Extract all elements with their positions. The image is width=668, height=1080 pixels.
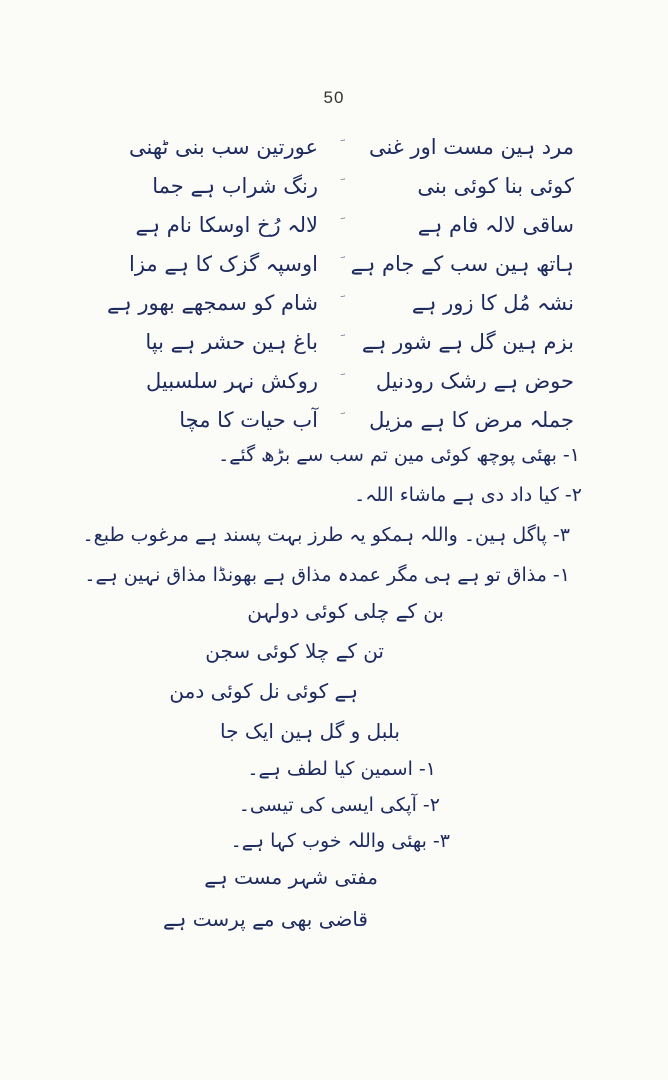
couplet-second-hemistich: اوسپہ گزک کا ہے مزا xyxy=(129,252,318,276)
numbered-line: ۲- کیا داد دی ہے ماشاء اللہ۔ xyxy=(354,484,582,506)
couplet-row xyxy=(86,401,574,440)
couplet-second-hemistich: شام کو سمجھے بھور ہے xyxy=(107,291,318,315)
couplet-row xyxy=(86,362,574,401)
couplet-first-hemistich: جملہ مرض کا ہے مزیل xyxy=(369,408,574,432)
couplet-first-hemistich: ساقی لالہ فام ہے xyxy=(417,213,574,237)
couplet-first-hemistich: مرد ہین مست اور غنی xyxy=(368,135,574,159)
numbered-line: ۳- بھئی واللہ خوب کہا ہے۔ xyxy=(230,830,450,852)
couplet-row xyxy=(86,206,574,245)
couplet-first-hemistich: کوئی بنا کوئی بنی xyxy=(417,174,574,198)
couplet-separator xyxy=(330,128,350,167)
numbered-line: ۱- اسمین کیا لطف ہے۔ xyxy=(247,758,436,780)
couplet-row xyxy=(86,323,574,362)
couplet-separator xyxy=(330,167,350,206)
numbered-line: ۲- آپکی ایسی کی تیسی۔ xyxy=(238,794,440,816)
verse-line: بن کے چلی کوئی دولہن xyxy=(247,599,444,623)
couplet-second-hemistich: آب حیات کا مچا xyxy=(179,408,318,432)
couplet-second-hemistich: عورتین سب بنی ٹھنی xyxy=(129,135,318,159)
couplet-separator xyxy=(330,401,350,440)
page-number: 50 xyxy=(323,88,345,107)
verse-line: مفتی شہر مست ہے xyxy=(204,865,378,889)
couplet-second-hemistich: روکش نہر سلسبیل xyxy=(146,369,318,393)
couplet-separator xyxy=(330,284,350,323)
verse-line: تن کے چلا کوئی سجن xyxy=(205,639,384,663)
couplet-first-hemistich: بزم ہین گل ہے شور ہے xyxy=(361,330,574,354)
couplet-row xyxy=(86,128,574,167)
verse-line: ہے کوئی نل کوئی دمن xyxy=(169,679,358,703)
verse-line: بلبل و گل ہین ایک جا xyxy=(220,719,400,743)
couplet-row xyxy=(86,245,574,284)
couplet-separator xyxy=(330,362,350,401)
couplet-second-hemistich: باغ ہین حشر ہے بپا xyxy=(145,330,318,354)
numbered-line: ۳- پاگل ہین۔ واللہ ہمکو یہ طرز بہت پسند ہے مرغوب طبع۔ xyxy=(82,524,570,546)
verse-line: قاضی بھی مے پرست ہے xyxy=(162,907,368,931)
couplet-list xyxy=(86,128,574,440)
couplet-separator xyxy=(330,323,350,362)
couplet-second-hemistich: لالہ رُخ اوسکا نام ہے xyxy=(135,213,318,237)
couplet-separator xyxy=(330,245,350,284)
couplet-separator xyxy=(330,206,350,245)
numbered-line: ۱- مذاق تو ہے ہی مگر عمدہ مذاق ہے بھونڈا مذاق نہین ہے۔ xyxy=(84,564,570,586)
couplet-first-hemistich: حوض ہے رشک رودنیل xyxy=(375,369,574,393)
couplet-first-hemistich: ہاتھ ہین سب کے جام ہے xyxy=(350,252,574,276)
numbered-line: ۱- بھئی پوچھ کوئی مین تم سب سے بڑھ گئے۔ xyxy=(218,444,580,466)
couplet-row xyxy=(86,167,574,206)
couplet-first-hemistich: نشہ مُل کا زور ہے xyxy=(411,291,574,315)
couplet-second-hemistich: رنگ شراب ہے جما xyxy=(152,174,318,198)
couplet-row xyxy=(86,284,574,323)
